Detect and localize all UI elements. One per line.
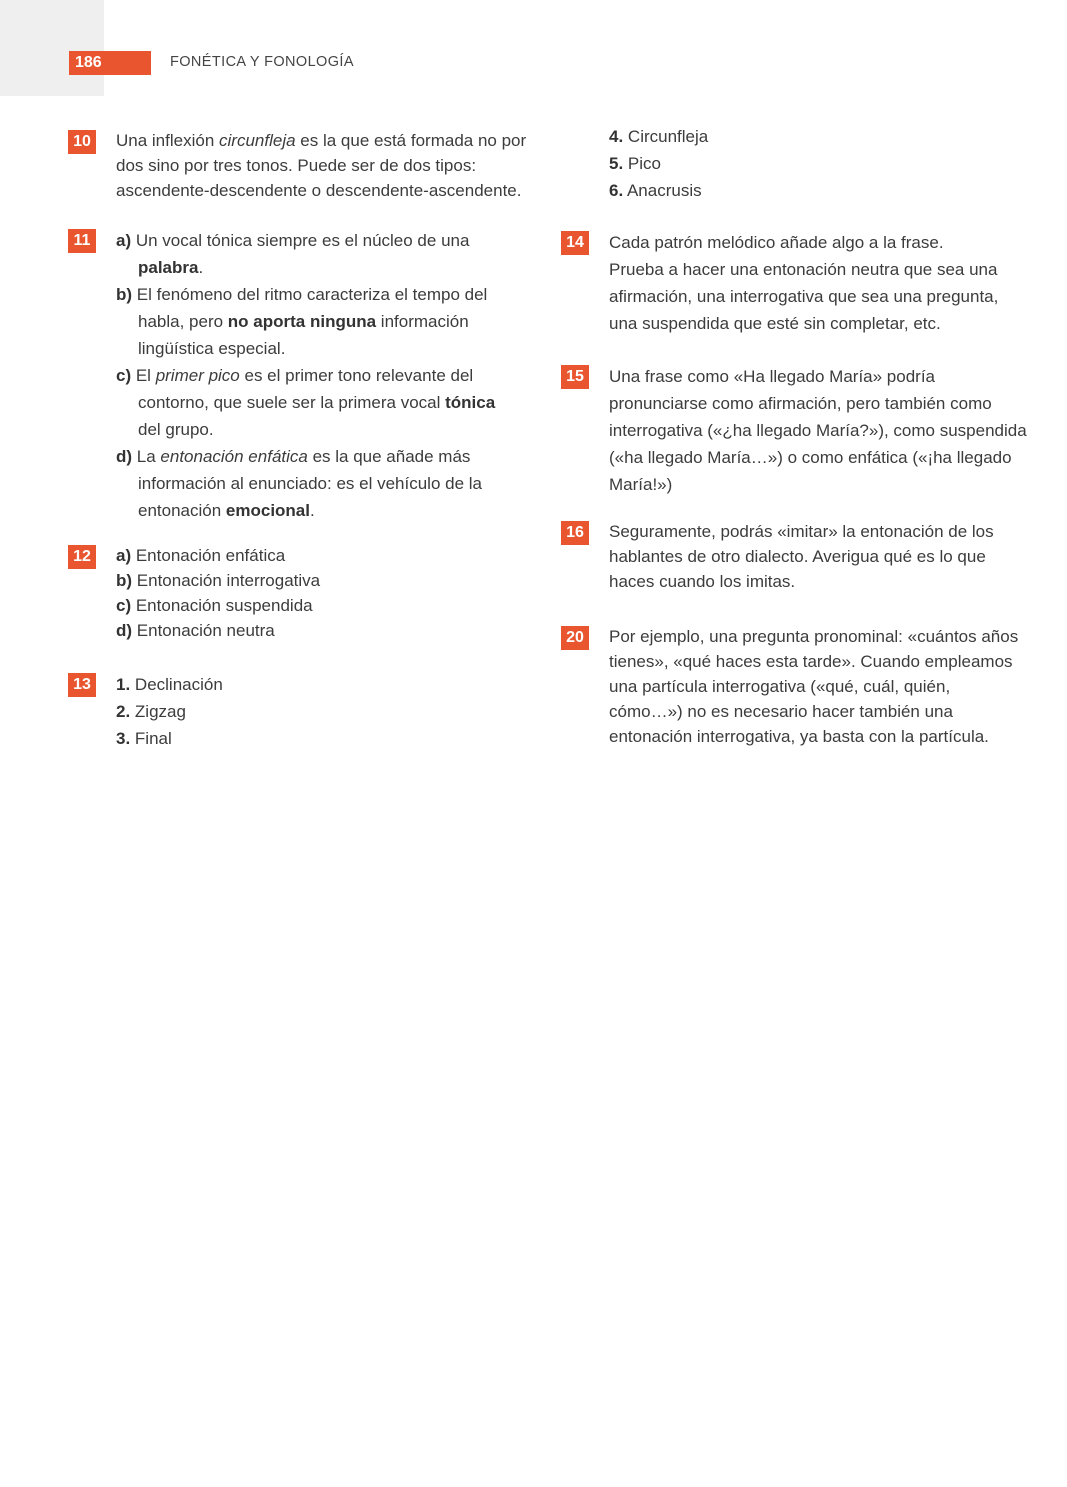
item-label: c) [116, 366, 132, 385]
text-line: afirmación, una interrogativa que sea una pregunta, [609, 287, 999, 306]
corner-tab [0, 0, 104, 96]
text-run: . [310, 501, 315, 520]
exercise-number: 12 [68, 545, 96, 569]
item-text: Entonación interrogativa [132, 571, 321, 590]
text-line: interrogativa («¿ha llegado María?»), como suspendida [609, 421, 1027, 440]
text-line: hablantes de otro dialecto. Averigua qué es lo que [609, 547, 986, 566]
item-label: d) [116, 447, 133, 466]
item-label: 6. [609, 181, 624, 200]
exercise-text [116, 671, 223, 752]
section-title: FONÉTICA Y FONOLOGÍA [170, 54, 354, 70]
item-text: Anacrusis [623, 181, 702, 200]
bold-term: tónica [445, 393, 496, 412]
text-line: tienes», «qué haces esta tarde». Cuando empleamos [609, 652, 1013, 671]
exercise-text [116, 543, 320, 643]
text-line: María!») [609, 475, 673, 494]
text-line: información al enunciado: es el vehículo de la [138, 474, 482, 493]
exercise-number: 15 [561, 365, 589, 389]
item-text: Zigzag [130, 702, 186, 721]
text-line: lingüística especial. [138, 339, 286, 358]
text-line: Seguramente, podrás «imitar» la entonación de los [609, 522, 994, 541]
list-item [116, 618, 320, 643]
exercise-number: 16 [561, 521, 589, 545]
list-item [609, 150, 708, 177]
exercise-number: 20 [561, 626, 589, 650]
list-item [116, 725, 223, 752]
exercise-text [609, 363, 1027, 498]
text-line: una suspendida que esté sin completar, etc. [609, 314, 941, 333]
item-text: Declinación [130, 675, 223, 694]
list-item [116, 568, 320, 593]
exercise-text [609, 624, 1018, 749]
text-run: es el primer tono relevante del [239, 366, 474, 385]
item-label: c) [116, 596, 132, 615]
item-text: Pico [623, 154, 661, 173]
item-label: 5. [609, 154, 624, 173]
italic-term: entonación enfática [160, 447, 308, 466]
text-run: es la que añade más [307, 447, 471, 466]
text-line: del grupo. [138, 420, 214, 439]
text-run: La [132, 447, 161, 466]
text-line: Cada patrón melódico añade algo a la frase. [609, 233, 944, 252]
text-run: entonación [138, 501, 226, 520]
italic-term: primer pico [155, 366, 240, 385]
list-item [609, 177, 708, 204]
page-number: 186 [69, 51, 151, 75]
text-line: haces cuando los imitas. [609, 572, 796, 591]
text-run: habla, pero [138, 312, 228, 331]
list-item [116, 671, 223, 698]
text-run: es la que está formada no por [295, 131, 527, 150]
text-line: ascendente-descendente o descendente-ascendente. [116, 181, 522, 200]
item-label: b) [116, 285, 133, 304]
exercise-number: 13 [68, 673, 96, 697]
item-label: d) [116, 621, 133, 640]
item-text: Circunfleja [623, 127, 709, 146]
text-run: El [131, 366, 156, 385]
text-line: entonación interrogativa, ya basta con la partícula. [609, 727, 989, 746]
text-line: pronunciarse como afirmación, pero también como [609, 394, 992, 413]
list-item [116, 593, 320, 618]
item-label: 3. [116, 729, 131, 748]
text-line: Por ejemplo, una pregunta pronominal: «cuántos años [609, 627, 1019, 646]
text-line: una partícula interrogativa («qué, cuál, quién, [609, 677, 951, 696]
item-label: 4. [609, 127, 624, 146]
text-run: información [376, 312, 469, 331]
exercise-text [609, 123, 708, 204]
text-line: («ha llegado María…») o como enfática («¡ha llegado [609, 448, 1012, 467]
exercise-text [609, 229, 998, 337]
item-label: 1. [116, 675, 131, 694]
item-label: a) [116, 231, 132, 250]
item-text: Entonación suspendida [131, 596, 313, 615]
text-run: contorno, que suele ser la primera vocal [138, 393, 446, 412]
item-label: a) [116, 546, 132, 565]
exercise-text [609, 519, 994, 594]
exercise-number: 14 [561, 231, 589, 255]
item-text: Final [130, 729, 172, 748]
bold-term: palabra [138, 258, 199, 277]
exercise-text [116, 227, 495, 524]
text-line: Prueba a hacer una entonación neutra que sea una [609, 260, 998, 279]
list-item [116, 698, 223, 725]
text-line: dos sino por tres tonos. Puede ser de dos tipos: [116, 156, 477, 175]
text-line: Una frase como «Ha llegado María» podría [609, 367, 936, 386]
item-text: Entonación enfática [131, 546, 286, 565]
text-run: . [198, 258, 204, 277]
exercise-number: 10 [68, 130, 96, 154]
item-label: b) [116, 571, 133, 590]
text-run: Una inflexión [116, 131, 220, 150]
list-item [116, 543, 320, 568]
bold-term: emocional [225, 501, 310, 520]
exercise-number: 11 [68, 229, 96, 253]
text-line: cómo…») no es necesario hacer también una [609, 702, 953, 721]
text-run: Un vocal tónica siempre es el núcleo de una [131, 231, 470, 250]
item-label: 2. [116, 702, 131, 721]
list-item [609, 123, 708, 150]
text-run: El fenómeno del ritmo caracteriza el tempo del [132, 285, 488, 304]
bold-term: no aporta ninguna [227, 312, 377, 331]
italic-term: circunfleja [219, 131, 296, 150]
item-text: Entonación neutra [132, 621, 275, 640]
exercise-text [116, 128, 526, 203]
